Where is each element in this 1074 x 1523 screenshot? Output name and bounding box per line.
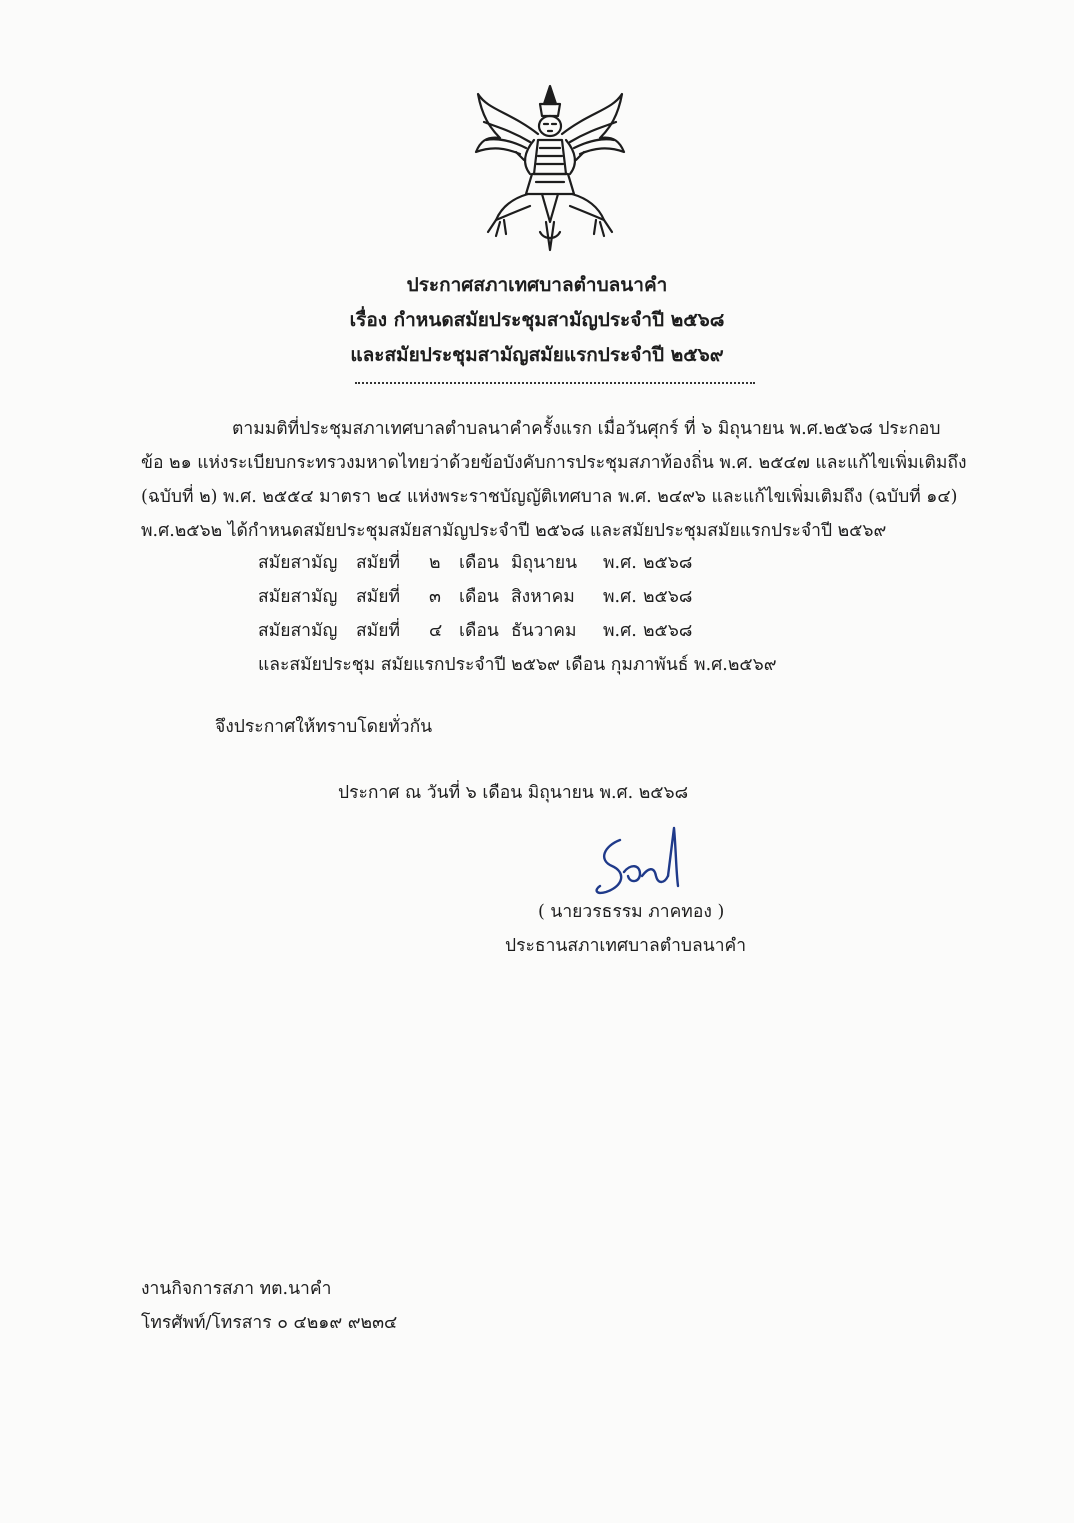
announcement-subject-continued: และสมัยประชุมสามัญสมัยแรกประจำปี ๒๕๖๙ [350, 344, 724, 366]
closing-statement: จึงประกาศให้ทราบโดยทั่วกัน [215, 717, 433, 737]
year: ๒๕๖๘ [643, 587, 693, 607]
body-paragraph-line-2: ข้อ ๒๑ แห่งระเบียบกระทรวงมหาดไทยว่าด้วยข้อบังคับการประชุมสภาท้องถิ่น พ.ศ. ๒๕๔๗ และแก้ไขเพิ่มเติมถึง [141, 453, 967, 473]
session-label: สมัยที่ [356, 553, 401, 573]
session-type: สมัยสามัญ [258, 621, 338, 641]
announcement-subject: เรื่อง กำหนดสมัยประชุมสามัญประจำปี ๒๕๖๘ [349, 309, 725, 331]
first-session-line: และสมัยประชุม สมัยแรกประจำปี ๒๕๖๙ เดือน กุมภาพันธ์ พ.ศ.๒๕๖๙ [258, 655, 777, 675]
body-paragraph-line-1: ตามมติที่ประชุมสภาเทศบาลตำบลนาคำครั้งแรก เมื่อวันศุกร์ ที่ ๖ มิถุนายน พ.ศ.๒๕๖๘ ประกอบ [232, 419, 941, 439]
footer-phone: โทรศัพท์/โทรสาร ๐ ๔๒๑๙ ๙๒๓๔ [141, 1313, 398, 1333]
session-type: สมัยสามัญ [258, 587, 338, 607]
session-label: สมัยที่ [356, 621, 401, 641]
era-label: พ.ศ. [603, 621, 637, 641]
month-label: เดือน [459, 587, 499, 607]
session-label: สมัยที่ [356, 587, 401, 607]
year: ๒๕๖๘ [643, 553, 693, 573]
footer-office: งานกิจการสภา ทต.นาคำ [141, 1279, 332, 1299]
body-paragraph-line-4: พ.ศ.๒๕๖๒ ได้กำหนดสมัยประชุมสมัยสามัญประจำปี ๒๕๖๘ และสมัยประชุมสมัยแรกประจำปี ๒๕๖๙ [141, 521, 887, 541]
session-number: ๓ [429, 587, 441, 607]
session-type: สมัยสามัญ [258, 553, 338, 573]
dotted-divider [355, 382, 755, 384]
month-label: เดือน [459, 621, 499, 641]
session-number: ๔ [429, 621, 443, 641]
garuda-emblem-icon [470, 82, 630, 254]
signatory-position: ประธานสภาเทศบาลตำบลนาคำ [505, 936, 747, 956]
year: ๒๕๖๘ [643, 621, 693, 641]
schedule-row [258, 616, 692, 644]
era-label: พ.ศ. [603, 553, 637, 573]
session-number: ๒ [429, 553, 441, 573]
month-name: ธันวาคม [511, 621, 577, 641]
schedule-row [258, 548, 692, 576]
month-name: มิถุนายน [511, 553, 578, 573]
month-name: สิงหาคม [511, 587, 575, 607]
signature-icon [590, 820, 700, 900]
body-paragraph-line-3: (ฉบับที่ ๒) พ.ศ. ๒๕๕๔ มาตรา ๒๔ แห่งพระราชบัญญัติเทศบาล พ.ศ. ๒๔๙๖ และแก้ไขเพิ่มเติมถึง (ฉบับที่ ๑๔) [141, 487, 958, 507]
signatory-name: ( นายวรธรรม ภาคทอง ) [538, 902, 725, 922]
announcement-title: ประกาศสภาเทศบาลตำบลนาคำ [406, 274, 668, 296]
month-label: เดือน [459, 553, 499, 573]
era-label: พ.ศ. [603, 587, 637, 607]
schedule-row [258, 582, 692, 610]
announcement-date: ประกาศ ณ วันที่ ๖ เดือน มิถุนายน พ.ศ. ๒๕๖๘ [338, 783, 689, 803]
